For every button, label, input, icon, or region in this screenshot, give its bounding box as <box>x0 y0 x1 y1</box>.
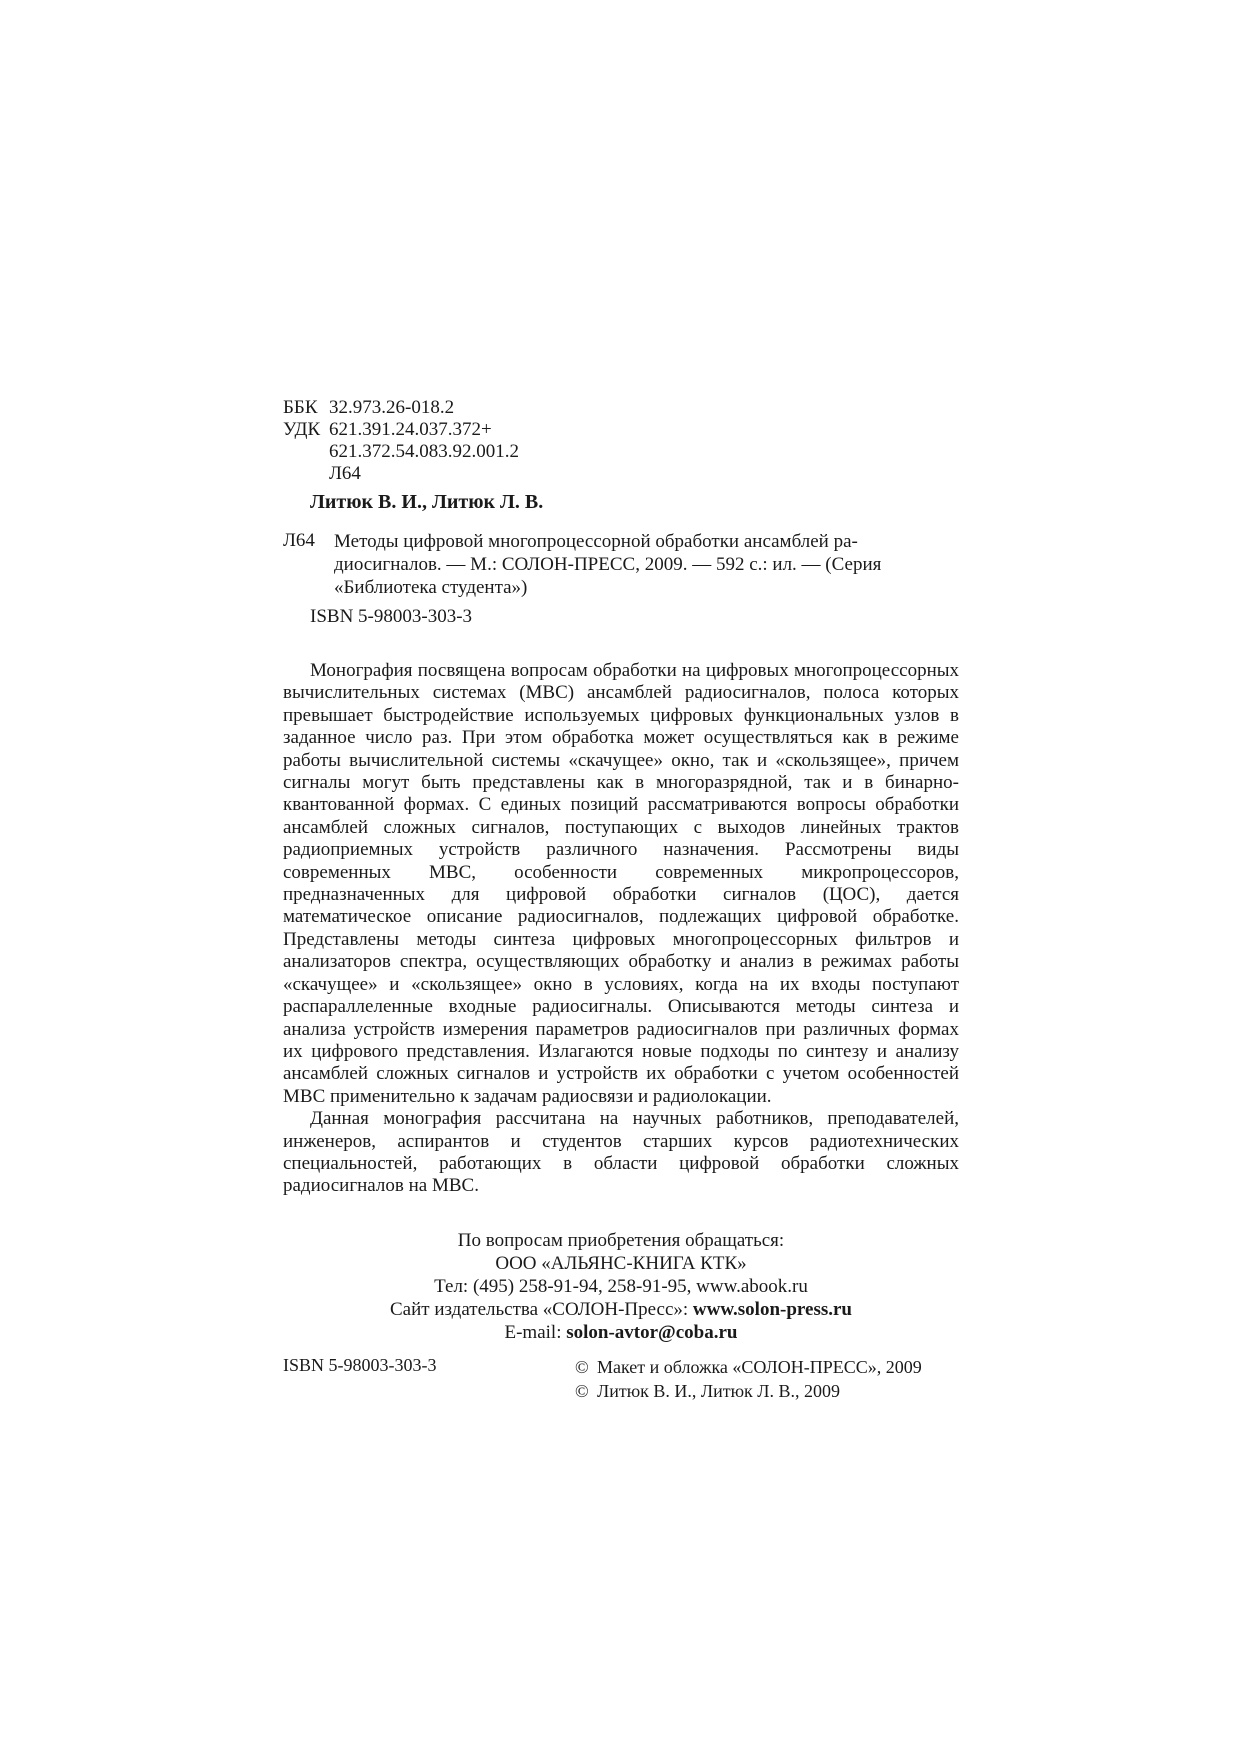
copyright-symbol: © <box>575 1357 589 1377</box>
contacts-email-line <box>283 1321 959 1344</box>
biblio-line-3: «Библиотека студента») <box>334 577 528 598</box>
purchase-contacts <box>283 1229 959 1344</box>
authors-heading: Литюк В. И., Литюк Л. В. <box>310 491 544 513</box>
udk-label: УДК <box>283 419 321 440</box>
abstract-paragraph-1: Монография посвящена вопросам обработки на цифровых многопроцессорных вычислительных системах (МВС) ансамблей радиосигналов, полоса которых превышает быстродействие используемых цифровых функциональных узлов в заданное число раз. При этом обработка может осуществляться как в режиме работы вычислительной системы «скачущее» окно, так и «скользящее», причем сигналы могут быть представлены как в многоразрядной, так и в бинарно-квантованной формах. С единых позиций рассматриваются вопросы обработки ансамблей сложных сигналов, поступающих с выходов линейных трактов радиоприемных устройств различного назначения. Рассмотрены виды современных МВС, особенности современных микропроцессоров, предназначенных для цифровой обработки сигналов (ЦОС), дается математическое описание радиосигналов, подлежащих цифровой обработке. Представлены методы синтеза цифровых многопроцессорных фильтров и анализаторов спектра, осуществляющих обработку и анализ в режимах работы «скачущее» и «скользящее» окно в условиях, когда на их входы поступают распараллеленные входные радиосигналы. Описываются методы синтеза и анализа устройств измерения параметров радиосигналов при различных формах их цифрового представления. Излагаются новые подходы по синтезу и анализу ансамблей сложных сигналов и устройств их обработки с учетом особенностей МВС применительно к задачам радиосвязи и радиолокации. <box>283 660 959 1107</box>
copyright-block <box>575 1355 922 1403</box>
abstract-paragraph-2: Данная монография рассчитана на научных работников, преподавателей, инженеров, аспирантов и студентов старших курсов радиотехнических специальностей, работающих в области цифровой обработки сложных радиосигналов на МВС. <box>283 1108 959 1197</box>
udk-row-continued <box>283 441 519 463</box>
email-label: E-mail: <box>504 1322 567 1343</box>
copyright-text-1: Макет и обложка «СОЛОН-ПРЕСС», 2009 <box>597 1357 922 1377</box>
bbk-label: ББК <box>283 397 318 418</box>
author-mark-row <box>283 463 519 485</box>
copyright-text-2: Литюк В. И., Литюк Л. В., 2009 <box>597 1381 841 1401</box>
catalog-code: Л64 <box>283 530 315 551</box>
bibliographic-entry <box>334 530 959 599</box>
contacts-line-1: По вопросам приобретения обращаться: <box>457 1230 785 1251</box>
site-label: Сайт издательства «СОЛОН-Пресс»: <box>390 1299 693 1320</box>
biblio-line-2: диосигналов. — М.: СОЛОН-ПРЕСС, 2009. — 592 с.: ил. — (Серия <box>334 554 882 575</box>
classification-codes <box>283 397 519 485</box>
bbk-value: 32.973.26-018.2 <box>329 397 455 418</box>
bbk-row <box>283 397 519 419</box>
contacts-line-3: Тел: (495) 258-91-94, 258-91-95, www.abook.ru <box>434 1276 808 1297</box>
copyright-line-2 <box>575 1379 922 1403</box>
copyright-symbol: © <box>575 1381 589 1401</box>
biblio-line-1: Методы цифровой многопроцессорной обработки ансамблей ра- <box>334 531 858 552</box>
email-link[interactable]: solon-avtor@coba.ru <box>566 1322 738 1343</box>
isbn-bottom: ISBN 5-98003-303-3 <box>283 1355 437 1375</box>
author-mark: Л64 <box>329 463 361 484</box>
contacts-site-line <box>283 1298 959 1321</box>
udk-row <box>283 419 519 441</box>
udk-value: 621.391.24.037.372+ <box>329 419 492 440</box>
contacts-line-2: ООО «АЛЬЯНС-КНИГА КТК» <box>495 1253 747 1274</box>
site-link[interactable]: www.solon-press.ru <box>692 1299 852 1320</box>
abstract <box>283 660 959 1198</box>
copyright-line-1 <box>575 1355 922 1379</box>
isbn-top: ISBN 5-98003-303-3 <box>310 606 473 627</box>
udk-value-2: 621.372.54.083.92.001.2 <box>329 441 519 462</box>
